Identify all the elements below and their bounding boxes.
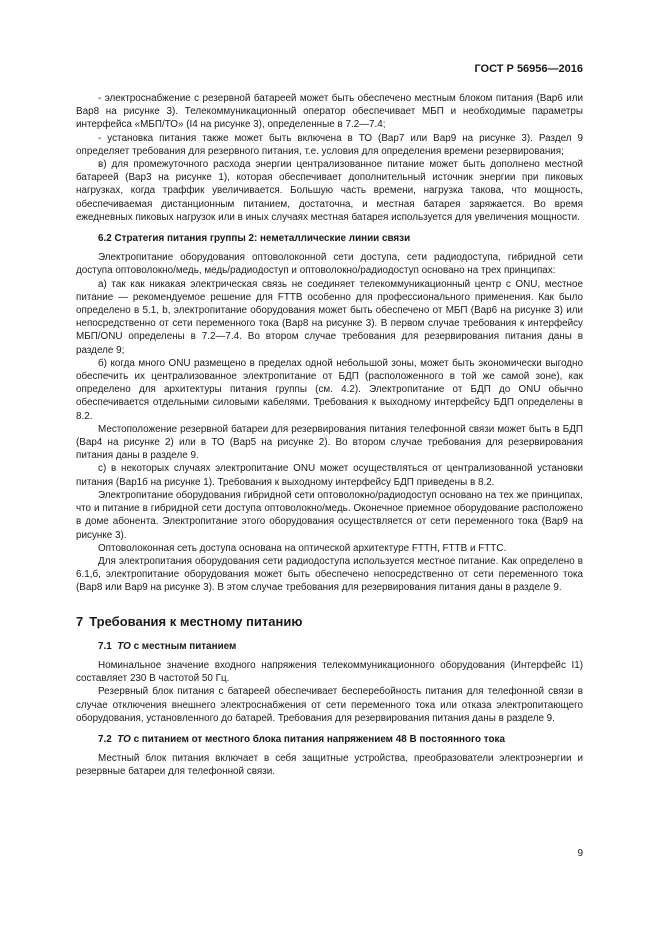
paragraph: в) для промежуточного расхода энергии централизованное питание может быть дополнено местной батареей (Вар3 на рисунке 1), которая обеспечивает дополнительный источник энергии при пиковых нагрузках, когда траффик увеличивается. Большую часть времени, нагрузка такова, что мощность, обеспечиваемая дистанционным питанием, достаточна, и местная батарея заряжается. Во время ежедневных пиковых нагрузок или в иных случаях местная батарея используется для увеличения мощности. [76,159,583,223]
paragraph: с) в некоторых случаях электропитание ONU может осуществляться от централизованной установки питания (Вар1б на рисунке 1). Требования к выходному интерфейсу БДП приведены в 8.2. [76,463,583,488]
subsection-number: 7.2 [98,733,112,745]
paragraph: б) когда много ONU размещено в пределах одной небольшой зоны, может быть экономически выгодно обеспечить их централизованное электропитание от БДП (расположенного в той же самой зоне), как определено для архитектуры питания группы (см. 4.2). Электропитание от БДП до ONU обычно обеспечивается отдельными силовыми кабелями. Требования к выходному интерфейсу БДП определены в 8.2. [76,357,583,422]
section-7-2-heading [76,733,583,746]
subsection-label: ТО [117,733,131,745]
page-number: 9 [577,848,583,859]
document-code: ГОСТ Р 56956—2016 [474,63,583,75]
section-7-1-heading [76,640,583,653]
section-7-heading [76,615,583,628]
subsection-title: с местным питанием [130,640,237,652]
section-number: 7 [76,613,84,629]
paragraph: Местоположение резервной батареи для резервирования питания телефонной связи может быть в БДП (Вар4 на рисунке 2) или в ТО (Вар5 на рисунке 2). Во втором случае требования для резервирования питания даны в разделе 9. [76,423,583,462]
subsection-label: ТО [117,640,131,652]
page-content [76,92,583,779]
paragraph: - установка питания также может быть включена в ТО (Вар7 или Вар9 на рисунке 3). Раздел 9 определяет требования для резервного питания, т.е. условия для определения времени резервирования; [76,132,583,157]
paragraph: Электропитание оборудования гибридной сети оптоволокно/радиодоступ основано на тех же принципах, что и питание в гибридной сети доступа оптоволокно/медь. Оконечное приемное оборудование расположено в доме абонента. Электропитание этого оборудования осуществляется от сети переменного тока (Вар9 на рисунке 3). [76,489,583,541]
paragraph: а) так как никакая электрическая связь не соединяет телекоммуникационный центр с ONU, местное питание — рекомендуемое решение для FTTB особенно для профессионального применения. Как было определено в 5.1, b, электропитание оборудования может быть обеспечено от МБП (Вар6 на рисунке 3) или непосредственно от сети переменного тока (Вар8 на рисунке 3). В первом случае требования к интерфейсу МБП/ONU определены в 7.2—7.4. Во втором случае требования для резервирования питания даны в разделе 9; [76,278,583,356]
paragraph: - электроснабжение с резервной батареей может быть обеспечено местным блоком питания (Вар6 или Вар8 на рисунке 3). Телекоммуникационный оператор обеспечивает МБП и необходимые параметры интерфейса «МБП/ТО» (I4 на рисунке 3), определенные в 7.2—7.4; [76,93,583,131]
paragraph: Резервный блок питания с батареей обеспечивает бесперебойность питания для телефонной связи в случае отключения внешнего электроснабжения от сети переменного тока или отказа электропитающего оборудования, установленного до батарей. Требования для резервирования питания даны в разделе 9. [76,686,583,724]
paragraph: Для электропитания оборудования сети радиодоступа используется местное питание. Как определено в 6.1,б, электропитание оборудования может быть обеспечено непосредственно от сети переменного тока (Вар8 или Вар9 на рисунке 3). В этом случае требования для резервирования питания даны в разделе 9. [76,555,583,594]
section-6-2-heading: 6.2 Стратегия питания группы 2: неметаллические линии связи [98,233,411,245]
section-title: Требования к местному питанию [89,613,303,629]
paragraph: Номинальное значение входного напряжения телекоммуникационного оборудования (Интерфейс I1) составляет 230 В частотой 50 Гц. [76,659,583,685]
paragraph: Местный блок питания включает в себя защитные устройства, преобразователи электроэнергии и резервные батареи для телефонной связи. [76,753,583,778]
paragraph: Оптоволоконная сеть доступа основана на оптической архитектуре FTTH, FTTB и FTTC. [98,542,507,554]
paragraph: Электропитание оборудования оптоволоконной сети доступа, сети радиодоступа, гибридной сети доступа оптоволокно/медь, медь/радиодоступ и оптоволокно/радиодоступ основано на трех принципах: [76,252,583,277]
subsection-title: с питанием от местного блока питания напряжением 48 В постоянного тока [130,733,505,745]
subsection-number: 7.1 [98,640,112,652]
